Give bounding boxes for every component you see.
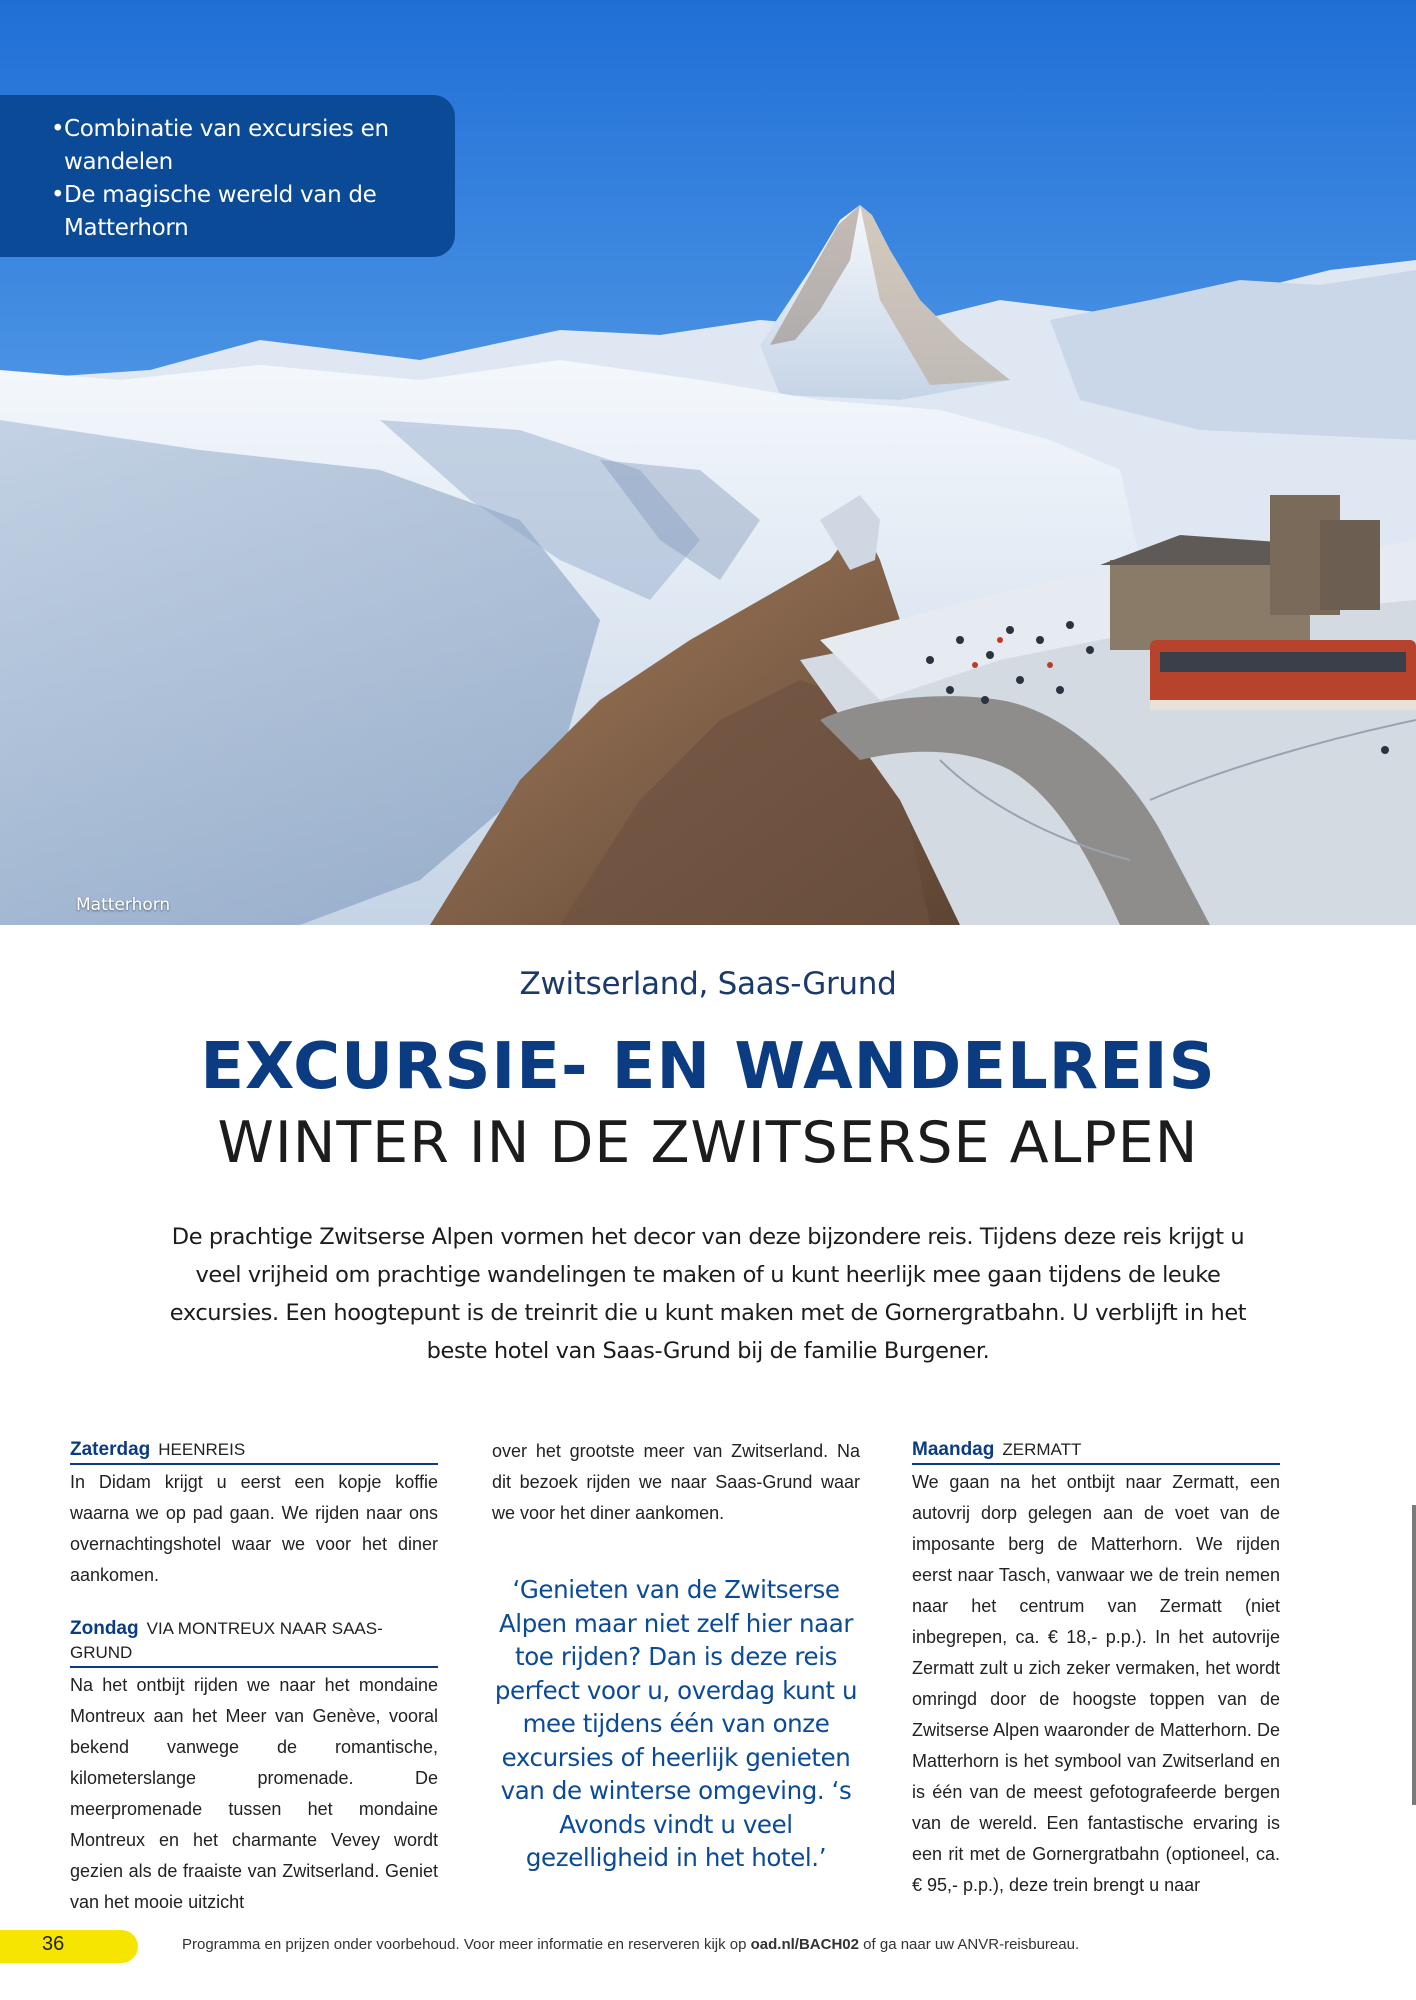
day-label: ZERMATT [1002,1440,1082,1459]
page-title: EXCURSIE- EN WANDELREIS [200,1030,1216,1104]
photo-caption: Matterhorn [76,895,171,915]
intro-paragraph: De prachtige Zwitserse Alpen vormen het decor van deze bijzondere reis. Tijdens deze reis krijgt u veel vrijheid om prachtige wandelingen te maken of u kunt heerlijk mee gaan tijdens de leuke excursies. Een hoogtepunt is de treinrit die u kunt maken met de Gornergratbahn. U verblijft in het beste hotel van Saas-Grund bij de familie Burgener. [169,1224,1247,1364]
day-name: Maandag [912,1439,995,1460]
day-name: Zondag [70,1618,139,1639]
location-heading: Zwitserland, Saas-Grund [519,966,897,1002]
page-subtitle: WINTER IN DE ZWITSERSE ALPEN [217,1110,1199,1176]
day-heading-maandag [912,1438,1280,1465]
day-text-zondag-continued: over het grootste meer van Zwitserland. Na dit bezoek rijden we naar Saas-Grund waar we voor het diner aankomen. [492,1441,860,1523]
day-name: Zaterdag [70,1439,151,1460]
hero-photo [0,0,1416,925]
spacer [70,1591,438,1617]
column-right [912,1438,1280,1901]
day-heading-zaterdag [70,1438,438,1465]
page-number-tab [0,1930,138,1963]
highlight-item: • De magische wereld van de Matterhorn [64,179,435,245]
edge-mark [1412,1505,1416,1805]
day-heading-zondag [70,1617,438,1668]
footer-note-text-end: of ga naar uw ANVR-reisbureau. [863,1936,1080,1953]
day-text-zondag: Na het ontbijt rijden we naar het mondaine Montreux aan het Meer van Genève, vooral bekend vanwege de romantische, kilometerslange promenade. De meerpromenade tussen het mondaine Montreux en het charmante Vevey wordt gezien als de fraaiste van Zwitserland. Geniet van het mooie uitzicht [70,1675,438,1912]
column-middle [492,1436,860,1875]
day-text-zaterdag: In Didam krijgt u eerst een kopje koffie waarna we op pad gaan. We rijden naar ons overnachtingshotel waar we voor het diner aankomen. [70,1472,438,1585]
footer-link[interactable]: oad.nl/BACH02 [750,1936,859,1953]
day-text-maandag: We gaan na het ontbijt naar Zermatt, een autovrij dorp gelegen aan de voet van de imposante berg de Matterhorn. We rijden eerst naar Tasch, vanwaar we de trein nemen naar het centrum van Zermatt (niet inbegrepen, ca. € 18,- p.p.). In het autovrije Zermatt zult u zich zeker vermaken, het wordt omringd door de hoogste toppen van de Zwitserse Alpen waaronder de Matterhorn. De Matterhorn is het symbool van Zwitserland en is één van de meest gefotografeerde bergen van de wereld. Een fantastische ervaring is een rit met de Gornergratbahn (optioneel, ca. € 95,- p.p.), deze trein brengt u naar [912,1472,1280,1895]
footer-note [182,1936,1079,1953]
highlight-item: • Combinatie van excursies en wandelen [64,113,435,179]
highlights-list [64,113,435,245]
pull-quote: ‘Genieten van de Zwitserse Alpen maar niet zelf hier naar toe rijden? Dan is deze reis perfect voor u, overdag kunt u mee tijdens één van onze excursies of heerlijk genieten van de winterse omgeving. ‘s Avonds vindt u veel gezelligheid in het hotel.’ [494,1575,858,1872]
footer-note-text: Programma en prijzen onder voorbehoud. Voor meer informatie en reserveren kijk op [182,1936,747,1953]
day-label: VIA MONTREUX NAAR SAAS-GRUND [70,1619,383,1662]
column-left [70,1438,438,1918]
highlights-box [0,95,455,257]
day-label: HEENREIS [158,1440,246,1459]
page-number: 36 [42,1933,65,1955]
